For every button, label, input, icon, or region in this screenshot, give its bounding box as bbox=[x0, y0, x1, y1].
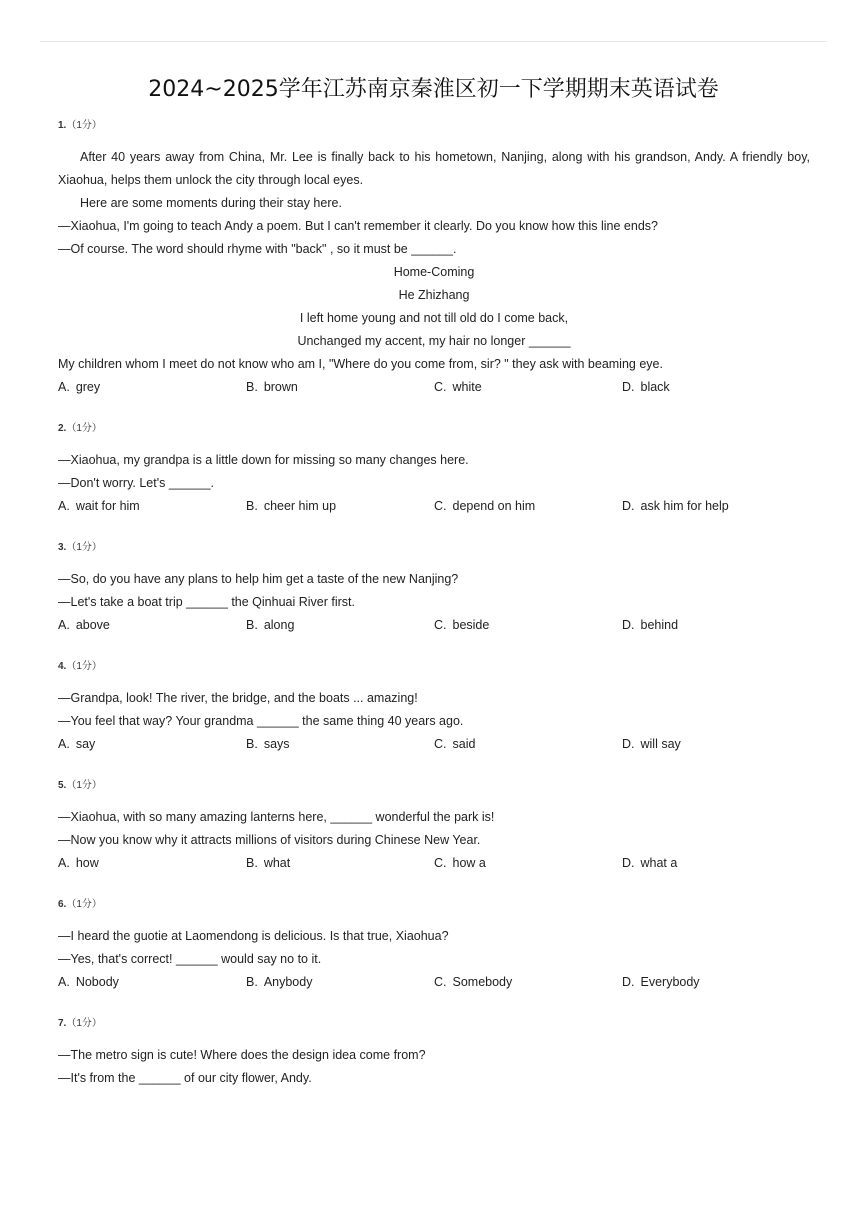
option-d[interactable]: D. black bbox=[622, 380, 670, 394]
question-number: 6.（1分） bbox=[58, 899, 102, 910]
option-b[interactable]: B. Anybody bbox=[246, 975, 313, 989]
question-list bbox=[58, 118, 810, 1112]
option-c[interactable]: C. Somebody bbox=[434, 975, 513, 989]
question-6 bbox=[58, 897, 810, 994]
poem-line: I left home young and not till old do I come back, bbox=[299, 311, 569, 325]
poem-title: Home-Coming bbox=[393, 265, 475, 279]
question-2 bbox=[58, 421, 810, 518]
option-d[interactable]: D. ask him for help bbox=[622, 499, 729, 513]
dialogue-line: —Grandpa, look! The river, the bridge, and the boats ... amazing! bbox=[58, 691, 418, 705]
top-divider bbox=[40, 41, 827, 42]
question-number: 2.（1分） bbox=[58, 423, 102, 434]
dialogue-line: —I heard the guotie at Laomendong is delicious. Is that true, Xiaohua? bbox=[58, 929, 449, 943]
passage-paragraph: After 40 years away from China, Mr. Lee is finally back to his hometown, Nanjing, along with his grandson, Andy. A friendly boy, Xiaohua, helps them unlock the city through local eyes. bbox=[58, 150, 810, 187]
dialogue-line: My children whom I meet do not know who am I, "Where do you come from, sir? " they ask with beaming eye. bbox=[58, 357, 663, 371]
option-c[interactable]: C. said bbox=[434, 737, 476, 751]
option-d[interactable]: D. will say bbox=[622, 737, 681, 751]
answer-options bbox=[58, 495, 810, 518]
option-d[interactable]: D. what a bbox=[622, 856, 678, 870]
dialogue-line: —Now you know why it attracts millions of visitors during Chinese New Year. bbox=[58, 833, 481, 847]
dialogue-line: —Xiaohua, my grandpa is a little down for missing so many changes here. bbox=[58, 453, 469, 467]
option-c[interactable]: C. depend on him bbox=[434, 499, 536, 513]
dialogue-line: —Don't worry. Let's ______. bbox=[58, 476, 215, 490]
option-b[interactable]: B. along bbox=[246, 618, 295, 632]
answer-options bbox=[58, 733, 810, 756]
option-b[interactable]: B. what bbox=[246, 856, 291, 870]
option-c[interactable]: C. white bbox=[434, 380, 482, 394]
question-number: 7.（1分） bbox=[58, 1018, 102, 1029]
dialogue-line: —The metro sign is cute! Where does the design idea come from? bbox=[58, 1048, 426, 1062]
page-title: 2024~2025学年江苏南京秦淮区初一下学期期末英语试卷 bbox=[148, 77, 719, 102]
option-a[interactable]: A. Nobody bbox=[58, 975, 119, 989]
passage-paragraph: Here are some moments during their stay here. bbox=[80, 196, 342, 210]
option-a[interactable]: A. say bbox=[58, 737, 96, 751]
dialogue-line: —You feel that way? Your grandma ______ the same thing 40 years ago. bbox=[58, 714, 464, 728]
dialogue-line: —Yes, that's correct! ______ would say no to it. bbox=[58, 952, 322, 966]
option-a[interactable]: A. grey bbox=[58, 380, 101, 394]
option-b[interactable]: B. cheer him up bbox=[246, 499, 337, 513]
dialogue-line: —Of course. The word should rhyme with "back" , so it must be ______. bbox=[58, 242, 457, 256]
question-4 bbox=[58, 659, 810, 756]
dialogue-line: —So, do you have any plans to help him get a taste of the new Nanjing? bbox=[58, 572, 459, 586]
answer-options bbox=[58, 376, 810, 399]
dialogue-line: —Xiaohua, with so many amazing lanterns here, ______ wonderful the park is! bbox=[58, 810, 495, 824]
option-b[interactable]: B. says bbox=[246, 737, 290, 751]
question-3 bbox=[58, 540, 810, 637]
option-c[interactable]: C. beside bbox=[434, 618, 490, 632]
answer-options bbox=[58, 852, 810, 875]
option-a[interactable]: A. above bbox=[58, 618, 110, 632]
question-number: 4.（1分） bbox=[58, 661, 102, 672]
dialogue-line: —Xiaohua, I'm going to teach Andy a poem. But I can't remember it clearly. Do you know how this line ends? bbox=[58, 219, 658, 233]
answer-options bbox=[58, 614, 810, 637]
dialogue-line: —It's from the ______ of our city flower, Andy. bbox=[58, 1071, 312, 1085]
answer-options bbox=[58, 971, 810, 994]
option-b[interactable]: B. brown bbox=[246, 380, 298, 394]
option-c[interactable]: C. how a bbox=[434, 856, 486, 870]
question-number: 3.（1分） bbox=[58, 542, 102, 553]
poem-author: He Zhizhang bbox=[398, 288, 470, 302]
question-7 bbox=[58, 1016, 810, 1090]
question-1 bbox=[58, 118, 810, 399]
question-number: 5.（1分） bbox=[58, 780, 102, 791]
option-d[interactable]: D. Everybody bbox=[622, 975, 700, 989]
dialogue-line: —Let's take a boat trip ______ the Qinhuai River first. bbox=[58, 595, 355, 609]
option-d[interactable]: D. behind bbox=[622, 618, 679, 632]
poem-line: Unchanged my accent, my hair no longer ______ bbox=[297, 334, 571, 348]
question-number: 1.（1分） bbox=[58, 120, 102, 131]
question-5 bbox=[58, 778, 810, 875]
option-a[interactable]: A. wait for him bbox=[58, 499, 140, 513]
option-a[interactable]: A. how bbox=[58, 856, 99, 870]
